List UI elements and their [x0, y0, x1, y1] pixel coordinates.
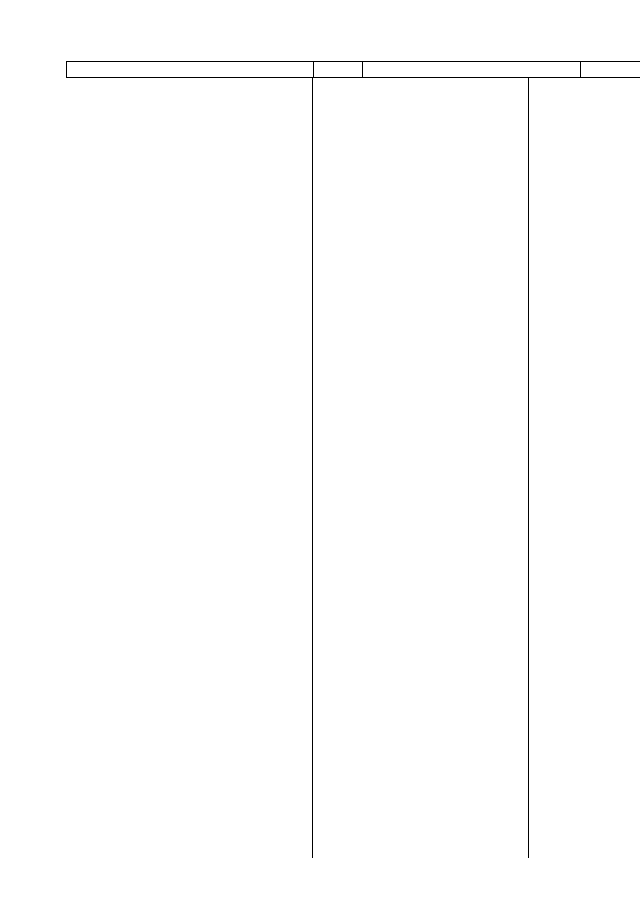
column-divider: [528, 78, 529, 858]
column-header-4: [581, 62, 640, 77]
column-header-3: [363, 62, 581, 77]
column-divider: [312, 78, 313, 858]
column-header-2: [314, 62, 363, 77]
table-header: [66, 61, 640, 78]
column-header-1: [67, 62, 314, 77]
